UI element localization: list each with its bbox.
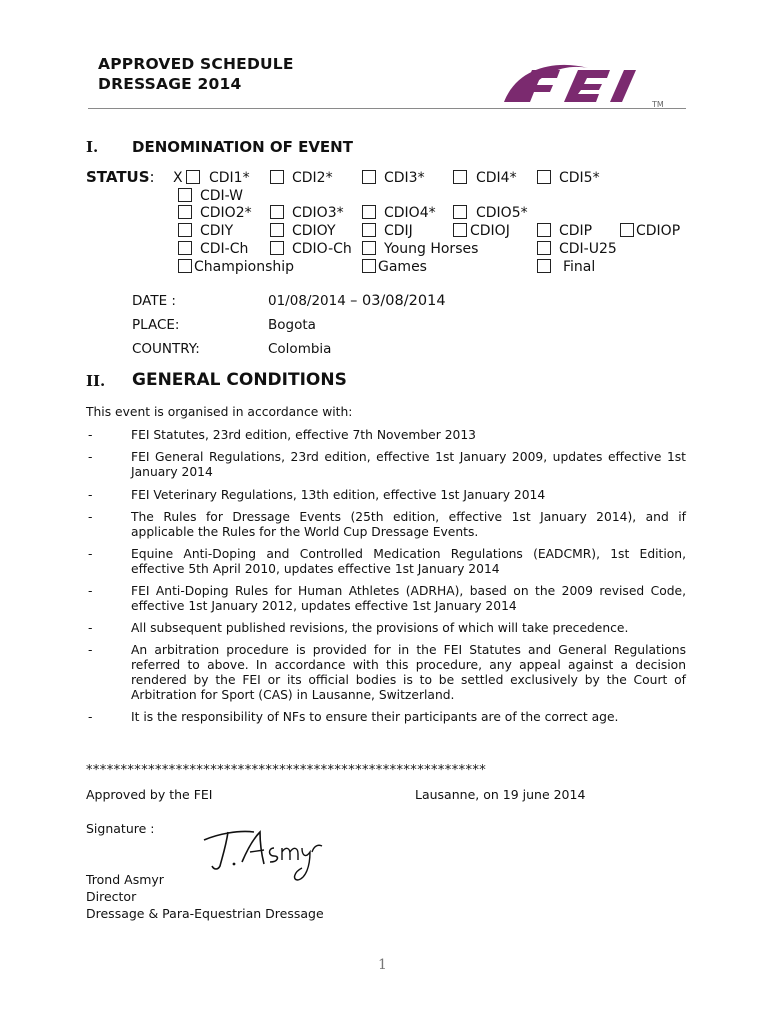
place-label: PLACE: (132, 317, 180, 333)
label-final: Final (563, 259, 596, 275)
label-cdio2: CDIO2* (200, 205, 252, 221)
checkbox-cdioy[interactable] (270, 223, 284, 237)
checkbox-cdio3[interactable] (270, 205, 284, 219)
approved-by: Approved by the FEI (86, 787, 213, 802)
checkbox-championship[interactable] (178, 259, 192, 273)
label-cdiop: CDIOP (636, 223, 681, 239)
place-date: Lausanne, on 19 june 2014 (415, 787, 586, 802)
title-line-1: APPROVED SCHEDULE (98, 55, 294, 73)
checkbox-final[interactable] (537, 259, 551, 273)
checkbox-young-horses[interactable] (362, 241, 376, 255)
condition-item-4: The Rules for Dressage Events (25th edition, effective 1st January 2014), and if applicable the Rules for the World Cup Dressage Events. (131, 510, 686, 539)
list-dash: - (88, 643, 93, 657)
label-cdio4: CDIO4* (384, 205, 436, 221)
page-number: 1 (378, 957, 387, 973)
condition-item-5: Equine Anti-Doping and Controlled Medication Regulations (EADCMR), 1st Edition, effective 5th April 2010, updates effective 1st January 2014 (131, 547, 686, 576)
country-value: Colombia (268, 341, 332, 357)
checkbox-cdio4[interactable] (362, 205, 376, 219)
checkbox-cdioj[interactable] (453, 223, 467, 237)
checkbox-cdio2[interactable] (178, 205, 192, 219)
label-cdip: CDIP (559, 223, 593, 239)
conditions-intro: This event is organised in accordance with: (86, 405, 353, 419)
label-cdiy: CDIY (200, 223, 234, 239)
document-title (98, 54, 294, 94)
checkbox-games[interactable] (362, 259, 376, 273)
label-cdiu25: CDI-U25 (559, 241, 617, 257)
status-label (86, 168, 155, 186)
checkbox-cdi5[interactable] (537, 170, 551, 184)
status-colon: : (149, 168, 155, 186)
list-dash: - (88, 428, 93, 442)
checkbox-cdi4[interactable] (453, 170, 467, 184)
place-value: Bogota (268, 317, 316, 333)
list-dash: - (88, 488, 93, 502)
label-championship: Championship (194, 259, 295, 275)
label-cdioy: CDIOY (292, 223, 336, 239)
condition-item-9: It is the responsibility of NFs to ensure their participants are of the correct age. (131, 710, 619, 724)
signatory-role: Director (86, 889, 137, 904)
date-start: 01/08/2014 (268, 293, 346, 309)
label-cdio3: CDIO3* (292, 205, 344, 221)
label-cdioch: CDIO-Ch (292, 241, 352, 257)
label-cdi3: CDI3* (384, 170, 425, 186)
checkbox-cdio5[interactable] (453, 205, 467, 219)
condition-item-8: An arbitration procedure is provided for in the FEI Statutes and General Regulations referred to above. In accordance with this procedure, any appeal against a decision rendered by the FEI or its official bodies is to be settled exclusively by the Court of Arbitration for Sport (CAS) in Lausanne, Switzerland. (131, 643, 686, 702)
selected-mark: X (173, 170, 183, 186)
checkbox-cdip[interactable] (537, 223, 551, 237)
label-cdiw: CDI-W (200, 188, 244, 204)
checkbox-cdiu25[interactable] (537, 241, 551, 255)
section-1-title: DENOMINATION OF EVENT (132, 138, 353, 156)
checkbox-cdij[interactable] (362, 223, 376, 237)
section-1-number: I. (86, 138, 99, 156)
checkbox-cdi3[interactable] (362, 170, 376, 184)
checkbox-cdioch[interactable] (270, 241, 284, 255)
list-dash: - (88, 710, 93, 724)
date-value (268, 293, 446, 309)
signature-label: Signature : (86, 821, 155, 836)
checkbox-cdiop[interactable] (620, 223, 634, 237)
list-dash: - (88, 547, 93, 561)
list-dash: - (88, 584, 93, 598)
condition-item-3: FEI Veterinary Regulations, 13th edition, effective 1st January 2014 (131, 488, 546, 502)
logo-tm: TM (652, 100, 664, 109)
condition-item-6: FEI Anti-Doping Rules for Human Athletes (ADRHA), based on the 2009 revised Code, effective 1st January 2012, updates effective 1st January 2014 (131, 584, 686, 613)
handwritten-signature (198, 822, 328, 884)
label-cdioj: CDIOJ (470, 223, 510, 239)
fei-logo (498, 56, 678, 114)
checkbox-cdiw[interactable] (178, 188, 192, 202)
header-divider (88, 108, 686, 109)
label-cdi2: CDI2* (292, 170, 333, 186)
label-cdich: CDI-Ch (200, 241, 249, 257)
signatory-department: Dressage & Para-Equestrian Dressage (86, 906, 324, 921)
label-games: Games (378, 259, 427, 275)
label-cdij: CDIJ (384, 223, 413, 239)
status-label-text: STATUS (86, 168, 150, 186)
list-dash: - (88, 621, 93, 635)
fei-logo-mark (498, 56, 678, 114)
separator-stars: ********************************************************** (86, 763, 487, 778)
label-cdi1: CDI1* (209, 170, 250, 186)
title-line-2: DRESSAGE 2014 (98, 75, 242, 93)
signatory-name: Trond Asmyr (86, 872, 164, 887)
label-cdi5: CDI5* (559, 170, 600, 186)
list-dash: - (88, 450, 93, 464)
list-dash: - (88, 510, 93, 524)
label-young-horses: Young Horses (384, 241, 479, 257)
label-cdi4: CDI4* (476, 170, 517, 186)
checkbox-cdi1[interactable] (186, 170, 200, 184)
signature-drawing (198, 822, 328, 884)
country-label: COUNTRY: (132, 341, 200, 357)
date-end: – 03/08/2014 (350, 293, 446, 309)
section-2-number: II. (86, 372, 106, 390)
checkbox-cdich[interactable] (178, 241, 192, 255)
condition-item-1: FEI Statutes, 23rd edition, effective 7th November 2013 (131, 428, 477, 442)
label-cdio5: CDIO5* (476, 205, 528, 221)
checkbox-cdiy[interactable] (178, 223, 192, 237)
condition-item-2: FEI General Regulations, 23rd edition, effective 1st January 2009, updates effective 1st January 2014 (131, 450, 686, 479)
checkbox-cdi2[interactable] (270, 170, 284, 184)
section-2-title: GENERAL CONDITIONS (132, 370, 347, 390)
date-label: DATE : (132, 293, 176, 309)
condition-item-7: All subsequent published revisions, the provisions of which will take precedence. (131, 621, 629, 635)
